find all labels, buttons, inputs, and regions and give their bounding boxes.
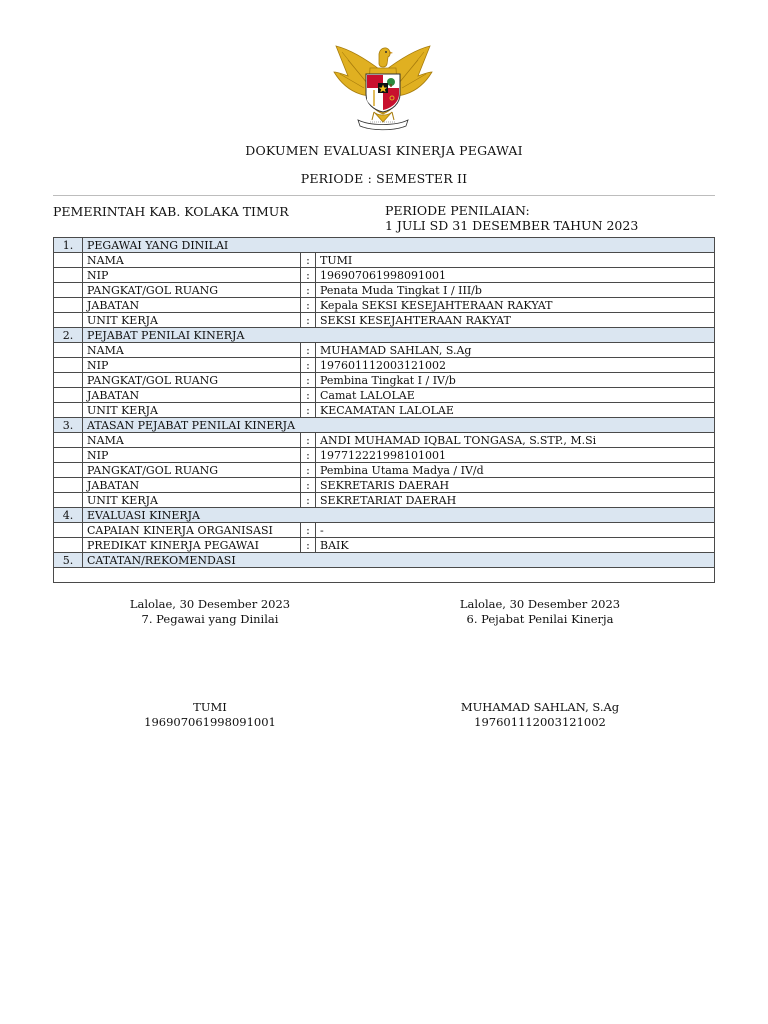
evaluation-table-body: [54, 238, 715, 583]
assessment-period-value: 1 JULI SD 31 DESEMBER TAHUN 2023: [385, 217, 639, 233]
signature-left-role: 7. Pegawai yang Dinilai: [141, 612, 279, 626]
notes-blank-cell: [54, 568, 715, 583]
garuda-pancasila-emblem-icon: [330, 42, 436, 132]
section-header-row: [54, 418, 715, 433]
field-colon: :: [301, 538, 316, 553]
signature-left-nip: 196907061998091001: [144, 715, 276, 729]
table-row: [54, 448, 715, 463]
field-value: 196907061998091001: [316, 268, 715, 283]
field-value: TUMI: [316, 253, 715, 268]
row-spacer: [54, 298, 83, 313]
field-colon: :: [301, 253, 316, 268]
document-period: PERIODE : SEMESTER II: [300, 171, 468, 186]
section-number: 5.: [54, 553, 83, 568]
row-spacer: [54, 433, 83, 448]
field-colon: :: [301, 433, 316, 448]
row-spacer: [54, 388, 83, 403]
field-value: SEKRETARIAT DAERAH: [316, 493, 715, 508]
row-spacer: [54, 358, 83, 373]
section-title: PEGAWAI YANG DINILAI: [83, 238, 715, 253]
field-label: NIP: [83, 448, 301, 463]
field-label: PREDIKAT KINERJA PEGAWAI: [83, 538, 301, 553]
signature-left-footer: [110, 700, 310, 730]
field-label: NAMA: [83, 253, 301, 268]
signature-right-place-date: Lalolae, 30 Desember 2023: [459, 597, 621, 611]
field-value: SEKSI KESEJAHTERAAN RAKYAT: [316, 313, 715, 328]
field-value: Camat LALOLAE: [316, 388, 715, 403]
field-label: PANGKAT/GOL RUANG: [83, 463, 301, 478]
field-label: UNIT KERJA: [83, 403, 301, 418]
section-number: 3.: [54, 418, 83, 433]
field-label: NAMA: [83, 433, 301, 448]
row-spacer: [54, 493, 83, 508]
field-colon: :: [301, 403, 316, 418]
field-value: BAIK: [316, 538, 715, 553]
row-spacer: [54, 268, 83, 283]
field-value: Penata Muda Tingkat I / III/b: [316, 283, 715, 298]
section-title: ATASAN PEJABAT PENILAI KINERJA: [83, 418, 715, 433]
field-label: JABATAN: [83, 298, 301, 313]
field-colon: :: [301, 448, 316, 463]
field-label: NIP: [83, 358, 301, 373]
field-colon: :: [301, 478, 316, 493]
field-colon: :: [301, 313, 316, 328]
table-row: [54, 253, 715, 268]
field-value: ANDI MUHAMAD IQBAL TONGASA, S.STP., M.Si: [316, 433, 715, 448]
table-row: [54, 538, 715, 553]
section-title: EVALUASI KINERJA: [83, 508, 715, 523]
row-spacer: [54, 373, 83, 388]
table-row: [54, 433, 715, 448]
field-label: NAMA: [83, 343, 301, 358]
field-label: PANGKAT/GOL RUANG: [83, 373, 301, 388]
row-spacer: [54, 343, 83, 358]
header-divider: [53, 195, 715, 196]
field-label: UNIT KERJA: [83, 313, 301, 328]
evaluation-table: [53, 237, 715, 583]
section-header-row: [54, 238, 715, 253]
field-colon: :: [301, 388, 316, 403]
table-row: [54, 313, 715, 328]
table-row: [54, 373, 715, 388]
table-row: [54, 298, 715, 313]
field-value: Kepala SEKSI KESEJAHTERAAN RAKYAT: [316, 298, 715, 313]
signature-right-name: MUHAMAD SAHLAN, S.Ag: [460, 700, 620, 714]
signature-left-place-date: Lalolae, 30 Desember 2023: [129, 597, 291, 611]
table-row: [54, 358, 715, 373]
field-colon: :: [301, 358, 316, 373]
field-label: JABATAN: [83, 388, 301, 403]
row-spacer: [54, 523, 83, 538]
field-colon: :: [301, 298, 316, 313]
row-spacer: [54, 478, 83, 493]
field-label: UNIT KERJA: [83, 493, 301, 508]
section-number: 2.: [54, 328, 83, 343]
assessment-period: [385, 204, 638, 233]
section-title: CATATAN/REKOMENDASI: [83, 553, 715, 568]
field-value: Pembina Tingkat I / IV/b: [316, 373, 715, 388]
signature-left-name: TUMI: [193, 700, 227, 714]
table-row: [54, 343, 715, 358]
row-spacer: [54, 448, 83, 463]
table-row: [54, 388, 715, 403]
document-title: DOKUMEN EVALUASI KINERJA PEGAWAI: [245, 143, 523, 158]
field-colon: :: [301, 493, 316, 508]
field-colon: :: [301, 373, 316, 388]
field-label: JABATAN: [83, 478, 301, 493]
field-label: PANGKAT/GOL RUANG: [83, 283, 301, 298]
field-colon: :: [301, 283, 316, 298]
table-row: [54, 283, 715, 298]
section-title: PEJABAT PENILAI KINERJA: [83, 328, 715, 343]
section-number: 1.: [54, 238, 83, 253]
table-row: [54, 403, 715, 418]
signature-right-nip: 197601112003121002: [474, 715, 606, 729]
table-row: [54, 268, 715, 283]
row-spacer: [54, 313, 83, 328]
assessment-period-label: PERIODE PENILAIAN:: [385, 203, 530, 218]
field-value: KECAMATAN LALOLAE: [316, 403, 715, 418]
field-value: MUHAMAD SAHLAN, S.Ag: [316, 343, 715, 358]
field-value: -: [316, 523, 715, 538]
signature-right-header: [440, 597, 640, 627]
section-header-row: [54, 553, 715, 568]
field-value: Pembina Utama Madya / IV/d: [316, 463, 715, 478]
table-row: [54, 523, 715, 538]
row-spacer: [54, 253, 83, 268]
section-number: 4.: [54, 508, 83, 523]
row-spacer: [54, 538, 83, 553]
field-label: CAPAIAN KINERJA ORGANISASI: [83, 523, 301, 538]
field-value: 197712221998101001: [316, 448, 715, 463]
notes-blank-row: [54, 568, 715, 583]
row-spacer: [54, 283, 83, 298]
signature-right-role: 6. Pejabat Penilai Kinerja: [466, 612, 614, 626]
section-header-row: [54, 508, 715, 523]
table-row: [54, 493, 715, 508]
signature-right-footer: [440, 700, 640, 730]
field-colon: :: [301, 268, 316, 283]
field-colon: :: [301, 523, 316, 538]
signature-left-header: [110, 597, 310, 627]
field-value: SEKRETARIS DAERAH: [316, 478, 715, 493]
table-row: [54, 463, 715, 478]
row-spacer: [54, 403, 83, 418]
field-label: NIP: [83, 268, 301, 283]
table-row: [54, 478, 715, 493]
field-value: 197601112003121002: [316, 358, 715, 373]
government-name: PEMERINTAH KAB. KOLAKA TIMUR: [53, 204, 289, 219]
field-colon: :: [301, 463, 316, 478]
row-spacer: [54, 463, 83, 478]
section-header-row: [54, 328, 715, 343]
field-colon: :: [301, 343, 316, 358]
